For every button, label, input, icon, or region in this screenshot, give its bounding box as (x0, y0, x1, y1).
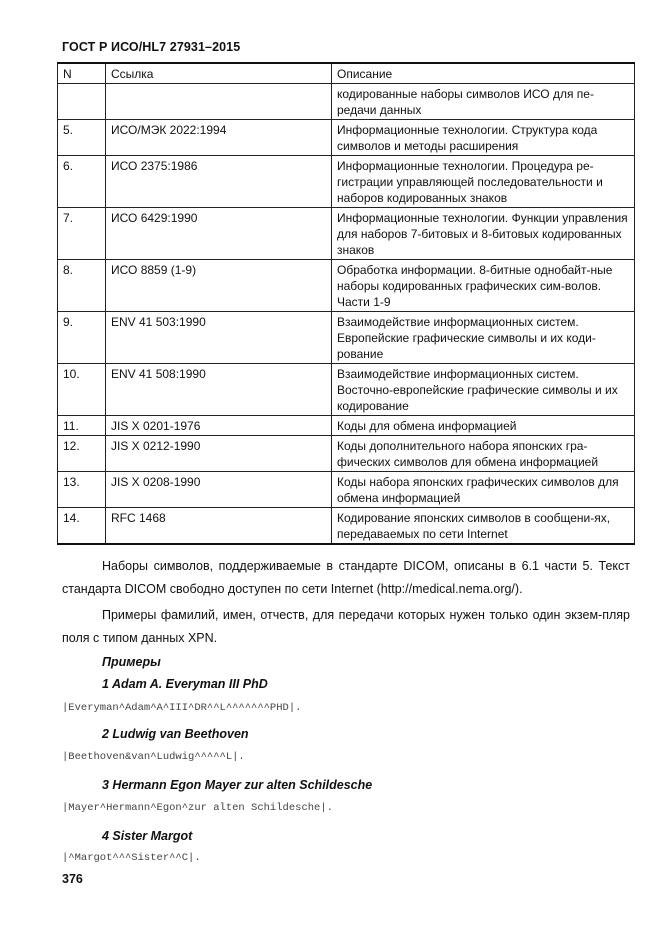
cell-number: 5. (58, 120, 106, 156)
table-row (58, 416, 635, 436)
table-header-row (58, 63, 635, 84)
example-code: |^Margot^^^Sister^^C|. (62, 852, 201, 864)
cell-number: 8. (58, 260, 106, 312)
cell-description: Кодирование японских символов в сообщени-ях, передаваемых по сети Internet (332, 508, 635, 545)
examples-heading: Примеры (102, 655, 161, 669)
cell-reference: JIS X 0208-1990 (106, 472, 332, 508)
table-row (58, 436, 635, 472)
table-row (58, 156, 635, 208)
cell-description: кодированные наборы символов ИСО для пе-редачи данных (332, 84, 635, 120)
cell-reference: ИСО/МЭК 2022:1994 (106, 120, 332, 156)
example-code: |Everyman^Adam^A^III^DR^^L^^^^^^^PHD|. (62, 702, 302, 714)
column-header-reference: Ссылка (106, 63, 332, 84)
cell-reference: ИСО 8859 (1-9) (106, 260, 332, 312)
cell-number: 12. (58, 436, 106, 472)
cell-description: Взаимодействие информационных систем. Европейские графические символы и их коди-рование (332, 312, 635, 364)
cell-number (58, 84, 106, 120)
page-number: 376 (62, 872, 83, 886)
cell-description: Информационные технологии. Функции управления для наборов 7-битовых и 8-битовых кодированных знаков (332, 208, 635, 260)
paragraph-xpn (62, 604, 630, 650)
example-title: 3 Hermann Egon Mayer zur alten Schildesche (102, 778, 373, 792)
column-header-number: N (58, 63, 106, 84)
example-code: |Mayer^Hermann^Egon^zur alten Schildesche|. (62, 802, 333, 814)
table-row (58, 472, 635, 508)
cell-description: Информационные технологии. Процедура ре-гистрации управляющей последовательности и наборов кодированных знаков (332, 156, 635, 208)
cell-number: 9. (58, 312, 106, 364)
paragraph-dicom (62, 555, 630, 601)
cell-reference: ENV 41 508:1990 (106, 364, 332, 416)
cell-number: 10. (58, 364, 106, 416)
table-row (58, 208, 635, 260)
cell-reference: JIS X 0201-1976 (106, 416, 332, 436)
cell-number: 7. (58, 208, 106, 260)
cell-description: Коды для обмена информацией (332, 416, 635, 436)
paragraph-xpn-text: Примеры фамилий, имен, отчеств, для передачи которых нужен только один экзем-пляр поля с типом данных XPN. (62, 608, 630, 645)
table-row-continuation (58, 84, 635, 120)
example-title: 4 Sister Margot (102, 829, 193, 843)
cell-reference (106, 84, 332, 120)
cell-description: Коды набора японских графических символов для обмена информацией (332, 472, 635, 508)
example-code: |Beethoven&van^Ludwig^^^^^L|. (62, 751, 245, 763)
cell-number: 13. (58, 472, 106, 508)
cell-number: 11. (58, 416, 106, 436)
table-row (58, 364, 635, 416)
cell-number: 14. (58, 508, 106, 545)
cell-description: Взаимодействие информационных систем. Восточно-европейские графические символы и их кодирование (332, 364, 635, 416)
table-row (58, 120, 635, 156)
example-title: 1 Adam A. Everyman III PhD (102, 677, 268, 691)
cell-reference: ИСО 2375:1986 (106, 156, 332, 208)
cell-description: Обработка информации. 8-битные однобайт-ные наборы кодированных графических сим-волов. Части 1-9 (332, 260, 635, 312)
table-row (58, 312, 635, 364)
paragraph-dicom-text: Наборы символов, поддерживаемые в стандарте DICOM, описаны в 6.1 части 5. Текст стандарта DICOM свободно доступен по сети Internet (http://medical.nema.org/). (62, 559, 630, 596)
cell-number: 6. (58, 156, 106, 208)
references-table (57, 62, 635, 545)
cell-reference: ENV 41 503:1990 (106, 312, 332, 364)
table-row (58, 260, 635, 312)
table-row (58, 508, 635, 545)
document-header: ГОСТ Р ИСО/HL7 27931–2015 (62, 40, 241, 54)
cell-reference: ИСО 6429:1990 (106, 208, 332, 260)
cell-description: Коды дополнительного набора японских гра-фических символов для обмена информацией (332, 436, 635, 472)
column-header-description: Описание (332, 63, 635, 84)
cell-reference: RFC 1468 (106, 508, 332, 545)
example-title: 2 Ludwig van Beethoven (102, 727, 249, 741)
cell-description: Информационные технологии. Структура кода символов и методы расширения (332, 120, 635, 156)
cell-reference: JIS X 0212-1990 (106, 436, 332, 472)
